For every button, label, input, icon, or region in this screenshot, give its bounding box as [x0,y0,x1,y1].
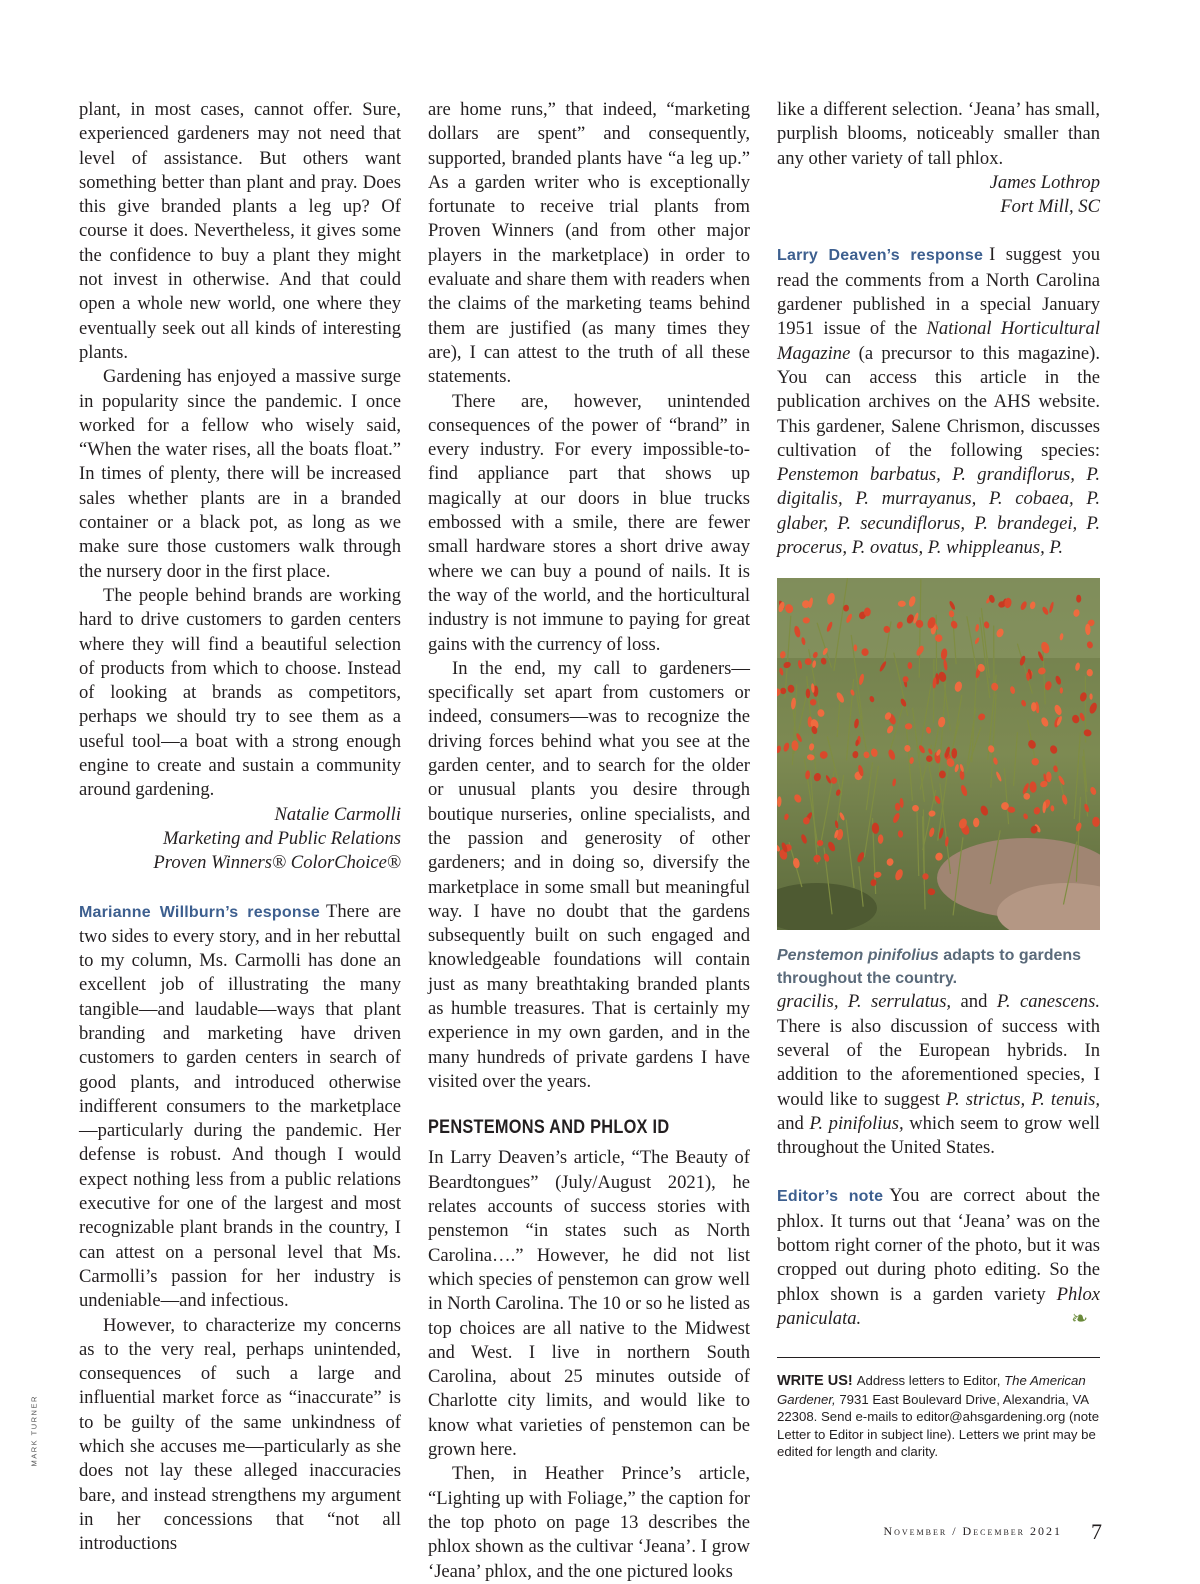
signature-company: Proven Winners® ColorChoice® [79,851,401,875]
signature-title: Marketing and Public Relations [79,827,401,851]
paragraph: However, to characterize my concerns as to the very real, perhaps unintended, consequences of such a large and influential market force as “inaccurate” is to be guilty of the same unkindness of which she accuses me—particularly as she does not lay these alleged inaccuracies bare, and instead strengthens my argument in her concessions that “not all introductions [79,1314,401,1557]
page-number: 7 [1091,1519,1102,1545]
response-paragraph: Larry Deaven’s response I suggest you read the comments from a North Carolina gardener published in a special January 1951 issue of the National Horticultural Magazine (a precursor to this magazine). You can access this article in the publication archives on the AHS website. This gardener, Salene Chrismon, discusses cultivation of the following species: Penstemon barbatus, P. grandiflorus, P. digitalis, P. murrayanus, P. cobaea, P. glaber, P. secundiflorus, P. brandegei, P. procerus, P. ovatus, P. whippleanus, P. [777,243,1100,560]
write-us-box: WRITE US! Address letters to Editor, The American Gardener, 7931 East Boulevard Drive, Alexandria, VA 22308. Send e-mails to editor@ahsgardening.org (note Letter to Editor in subject line). Letters we print may be edited for length and clarity. [777,1372,1100,1461]
penstemon-photo [777,578,1100,930]
photo-credit: MARK TURNER [28,1404,40,1468]
paragraph: gracilis, P. serrulatus, and P. canescens. There is also discussion of success with several of the European hybrids. In addition to the aforementioned species, I would like to suggest P. strictus, P. tenuis, and P. pinifolius, which seem to grow well throughout the United States. [777,990,1100,1160]
paragraph: The people behind brands are working hard to drive customers to garden centers where they will find a beautiful selection of products from which to choose. Instead of looking at brands as competitors, perhaps we should try to see them as a useful tool—a boat with a strong enough engine to create and sustain a community around gardening. [79,584,401,803]
signature-name: James Lothrop [777,171,1100,195]
issue-date: November / December 2021 [883,1524,1062,1539]
section-heading: PENSTEMONS AND PHLOX ID [428,1116,705,1140]
paragraph: are home runs,” that indeed, “marketing dollars are spent” and consequently, supported, branded plants have “a leg up.” As a garden writer who is exceptionally fortunate to receive trial plants from Proven Winners (and from other major players in the marketplace) in order to evaluate and share them with readers when the claims of the marketing teams behind them are justified (as many times they are), I can attest to the truth of all these statements. [428,98,750,390]
column-1 [79,98,401,1557]
paragraph: Then, in Heather Prince’s article, “Lighting up with Foliage,” the caption for the top photo on page 13 describes the phlox shown as the cultivar ‘Jeana’. I grow ‘Jeana’ phlox, and the one pictured looks [428,1462,750,1583]
page-footer [760,1519,1102,1549]
paragraph: There are, however, unintended consequences of the power of “brand” in every industry. For every impossible-to-find appliance part that shows up magically at our doors in blue trucks embossed with a smile, there are fewer small hardware stores a short drive away where we can buy a pound of nails. It is the way of the world, and the horticultural industry is not immune to paying for great gains with the currency of loss. [428,390,750,657]
paragraph: In Larry Deaven’s article, “The Beauty of Beardtongues” (July/August 2021), he relates accounts of success stories with penstemon “in states such as North Carolina….” However, he did not list which species of penstemon can grow well in North Carolina. The 10 or so he listed as top choices are all native to the Midwest and West. I live in northern South Carolina, about 25 minutes outside of Charlotte city limits, and would like to know what varieties of penstemon can be grown here. [428,1146,750,1462]
photo-caption: Penstemon pinifolius adapts to gardens throughout the country. [777,944,1100,990]
response-lead: Larry Deaven’s response [777,247,983,264]
response-paragraph: Marianne Willburn’s response There are two sides to every story, and in her rebuttal to my column, Ms. Carmolli has done an excellent job of illustrating the many tangible—and laudable—ways that plant branding and marketing have driven customers to garden centers in search of good plants, and introduced otherwise indifferent consumers to the marketplace—particularly during the pandemic. Her defense is robust. And though I would expect nothing less from a public relations executive for one of the largest and most recognizable plant brands in the country, I can attest on a personal level that Ms. Carmolli’s passion for her industry is undeniable—and infectious. [79,900,401,1314]
divider [777,1357,1100,1358]
column-2 [428,98,750,1584]
paragraph: like a different selection. ‘Jeana’ has small, purplish blooms, noticeably smaller than any other variety of tall phlox. [777,98,1100,171]
paragraph: plant, in most cases, cannot offer. Sure, experienced gardeners may not need that level of assistance. But others want something better than plant and pray. Does this give branded plants a leg up? Of course it does. Nevertheless, it gives some the confidence to buy a plant they might not invest in otherwise. And that could open a whole new world, one where they eventually seek out all kinds of interesting plants. [79,98,401,365]
column-3 [777,98,1100,1461]
editors-note-lead: Editor’s note [777,1188,883,1205]
paragraph: Gardening has enjoyed a massive surge in popularity since the pandemic. I once worked for a fellow who wisely said, “When the water rises, all the boats float.” In times of plenty, there will be increased sales whether plants are in a branded container or a black pot, as long as we make sure those customers walk through the nursery door in the first place. [79,365,401,584]
end-leaf-icon: ❧ [1071,1307,1088,1331]
signature-location: Fort Mill, SC [777,195,1100,219]
signature-name: Natalie Carmolli [79,803,401,827]
paragraph: In the end, my call to gardeners—specifically set apart from customers or indeed, consumers—was to recognize the driving forces behind what you see at the garden center, and to search for the older or unusual plants you desire through boutique nurseries, online specialists, and the passion and generosity of other gardeners; and in doing so, diversify the marketplace in some small but meaningful way. I have no doubt that the gardens subsequently built on such engaged and knowledgeable foundations will contain just as many breathtaking branded plants as humble treasures. That is certainly my experience in my own garden, and in the many hundreds of private gardens I have visited over the years. [428,657,750,1094]
editors-note: Editor’s note You are correct about the phlox. It turns out that ‘Jeana’ was on the bottom right corner of the photo, but it was cropped out during photo editing. So the phlox shown is a garden variety Phlox paniculata. ❧ [777,1184,1100,1331]
response-lead: Marianne Willburn’s response [79,904,320,921]
